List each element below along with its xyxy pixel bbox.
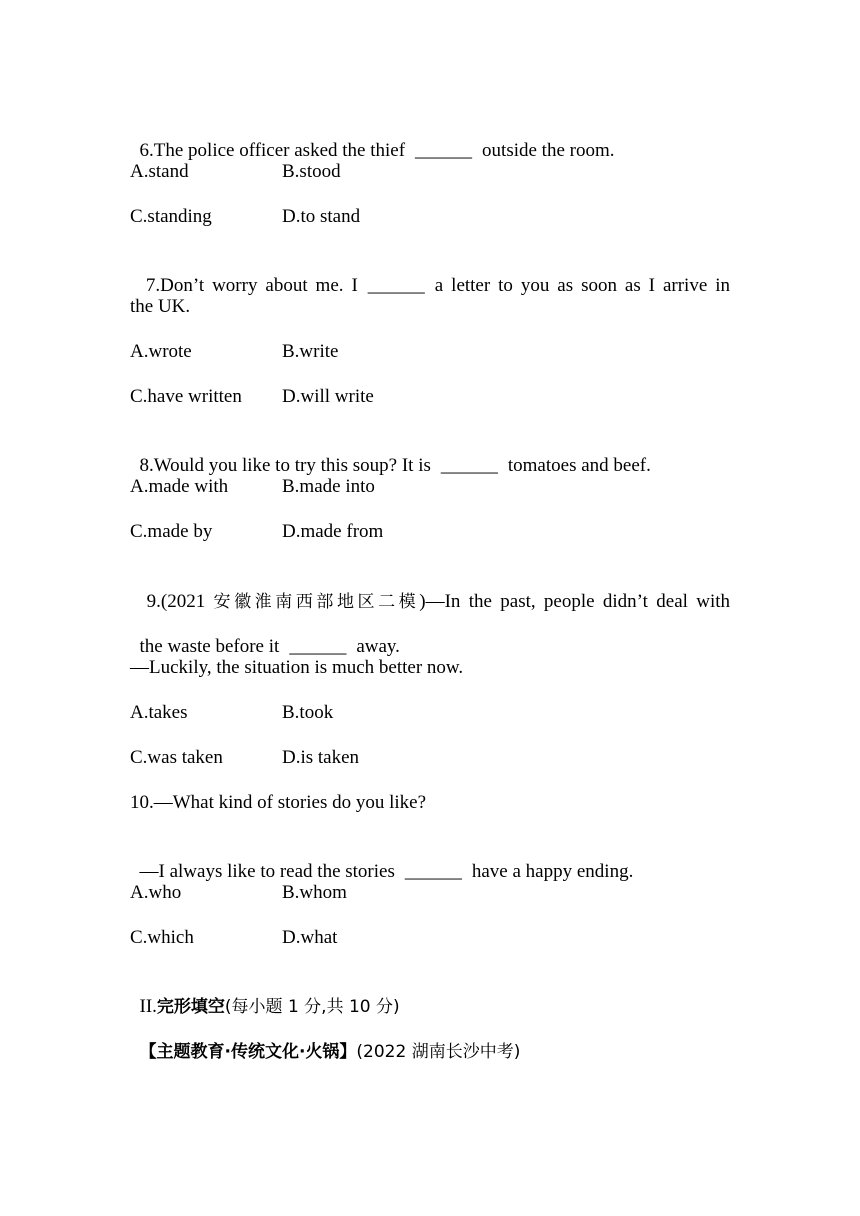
question-6-text: 6.The police officer asked the thief bbox=[139, 140, 406, 161]
topic-source: (2022 湖南长沙中考) bbox=[356, 1042, 521, 1062]
question-6-stem bbox=[130, 115, 615, 163]
option-b: B.stood bbox=[282, 161, 341, 182]
answer-blank: ______ bbox=[289, 636, 347, 657]
bracket-close: 】 bbox=[339, 1042, 357, 1062]
option-a: A.wrote bbox=[130, 341, 192, 362]
question-source: 安徽淮南西部地区二模 bbox=[213, 592, 420, 612]
question-9-text: )—In the past, people didn’t deal with bbox=[419, 591, 731, 612]
section-title: 完形填空 bbox=[156, 997, 225, 1017]
question-7-text: 7.Don’t worry about me. I bbox=[145, 275, 358, 296]
option-c: C.was taken bbox=[130, 747, 223, 768]
bracket-open: 【 bbox=[139, 1042, 157, 1062]
question-9-text-end: away. bbox=[356, 636, 400, 657]
option-d: D.made from bbox=[282, 521, 384, 542]
question-8-text: 8.Would you like to try this soup? It is bbox=[139, 455, 431, 476]
answer-blank: ______ bbox=[404, 861, 462, 882]
question-9-line-2 bbox=[130, 611, 400, 659]
option-d: D.is taken bbox=[282, 747, 360, 768]
question-7-text-end: a letter to you as soon as I arrive in bbox=[434, 275, 730, 296]
question-10-stem: 10.—What kind of stories do you like? bbox=[130, 792, 427, 813]
section-heading bbox=[130, 971, 400, 1019]
option-a: A.made with bbox=[130, 476, 229, 497]
answer-blank: ______ bbox=[367, 275, 425, 296]
question-10-text: —I always like to read the stories bbox=[139, 861, 395, 882]
option-d: D.will write bbox=[282, 386, 374, 407]
answer-blank: ______ bbox=[440, 455, 498, 476]
option-a: A.stand bbox=[130, 161, 189, 182]
question-7-continuation: the UK. bbox=[130, 296, 191, 317]
option-b: B.took bbox=[282, 702, 334, 723]
option-a: A.takes bbox=[130, 702, 188, 723]
question-9-stem bbox=[130, 566, 730, 614]
option-d: D.to stand bbox=[282, 206, 361, 227]
question-8-stem bbox=[130, 430, 651, 478]
option-c: C.which bbox=[130, 927, 194, 948]
question-8-text-end: tomatoes and beef. bbox=[507, 455, 651, 476]
option-b: B.made into bbox=[282, 476, 375, 497]
option-b: B.whom bbox=[282, 882, 347, 903]
option-c: C.standing bbox=[130, 206, 212, 227]
option-a: A.who bbox=[130, 882, 182, 903]
question-9-number: 9.(2021 bbox=[146, 591, 206, 612]
option-d: D.what bbox=[282, 927, 338, 948]
question-10-text-end: have a happy ending. bbox=[471, 861, 634, 882]
question-6-text-end: outside the room. bbox=[482, 140, 615, 161]
answer-blank: ______ bbox=[415, 140, 473, 161]
option-c: C.made by bbox=[130, 521, 213, 542]
question-9-text-2: the waste before it bbox=[139, 636, 280, 657]
topic-title: 主题教育·传统文化·火锅 bbox=[156, 1042, 340, 1062]
topic-heading bbox=[130, 1016, 520, 1064]
section-note: (每小题 1 分,共 10 分) bbox=[224, 997, 400, 1017]
option-b: B.write bbox=[282, 341, 339, 362]
question-9-reply: —Luckily, the situation is much better now. bbox=[130, 657, 464, 678]
option-c: C.have written bbox=[130, 386, 242, 407]
section-number: II. bbox=[139, 996, 157, 1017]
question-10-reply bbox=[130, 836, 633, 884]
question-7-stem bbox=[130, 250, 730, 298]
